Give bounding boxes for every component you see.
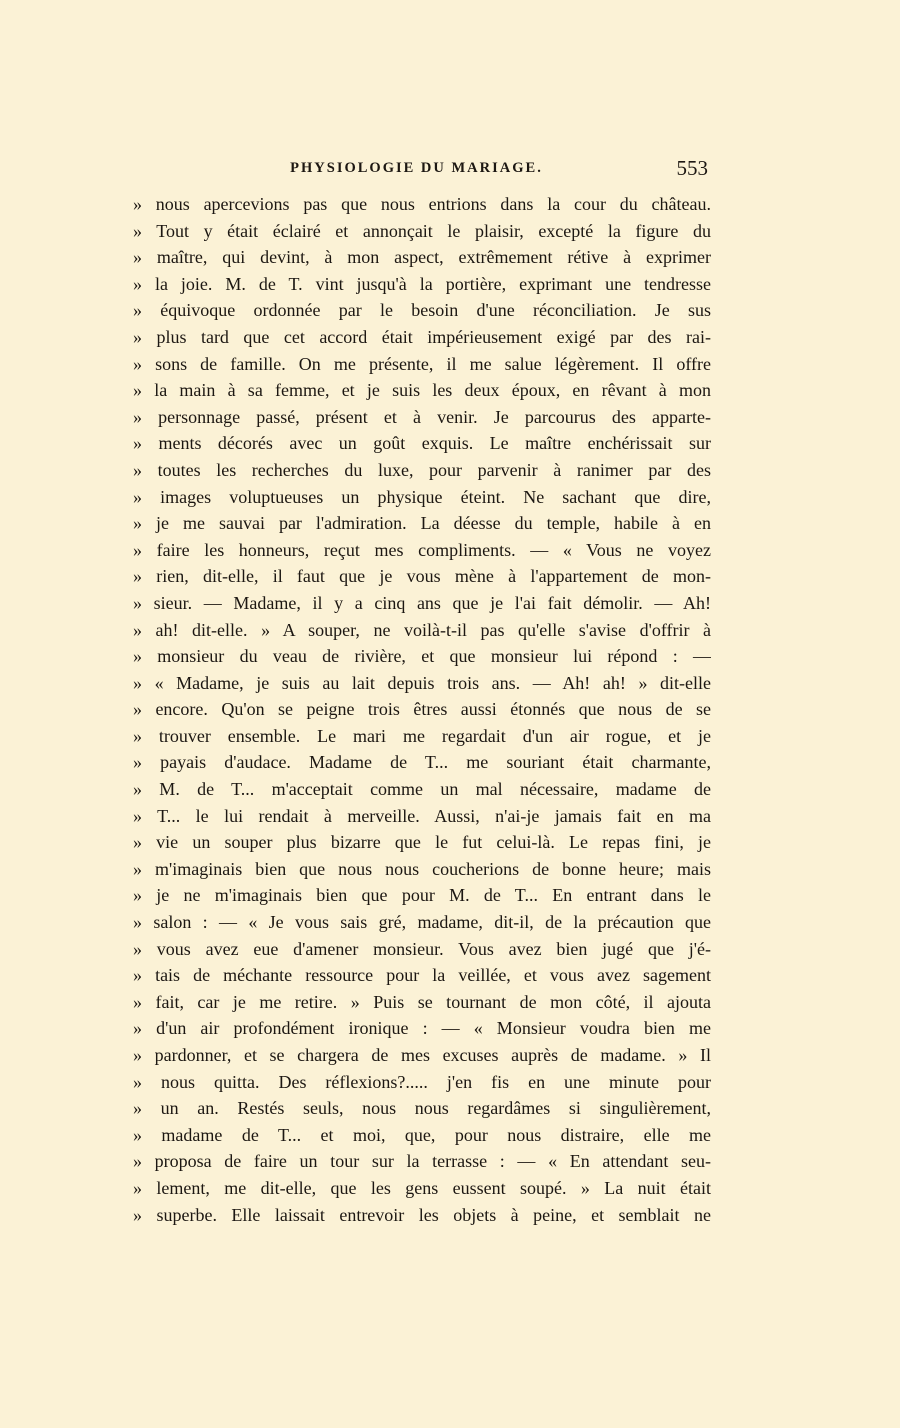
- text-line: » personnage passé, présent et à venir. Je parcourus des apparte-: [133, 406, 711, 427]
- text-line: » équivoque ordonnée par le besoin d'une réconciliation. Je sus: [133, 300, 711, 321]
- text-line: » superbe. Elle laissait entrevoir les objets à peine, et semblait ne: [133, 1204, 711, 1225]
- text-line: » sieur. — Madame, il y a cinq ans que je l'ai fait démolir. — Ah!: [133, 592, 711, 613]
- text-line: » fait, car je me retire. » Puis se tournant de mon côté, il ajouta: [133, 991, 711, 1012]
- text-line: » T... le lui rendait à merveille. Aussi, n'ai-je jamais fait en ma: [133, 805, 711, 826]
- text-line: » je ne m'imaginais bien que pour M. de T... En entrant dans le: [133, 885, 711, 906]
- text-line: » proposa de faire un tour sur la terrasse : — « En attendant seu-: [133, 1151, 711, 1172]
- text-line: » je me sauvai par l'admiration. La déesse du temple, habile à en: [133, 513, 711, 534]
- text-line: » images voluptueuses un physique éteint. Ne sachant que dire,: [133, 486, 711, 507]
- text-line: » m'imaginais bien que nous nous coucherions de bonne heure; mais: [133, 858, 711, 879]
- text-line: » trouver ensemble. Le mari me regardait d'un air rogue, et je: [133, 725, 711, 746]
- page-number: 553: [676, 156, 708, 180]
- text-line: » lement, me dit-elle, que les gens eussent soupé. » La nuit était: [133, 1177, 711, 1198]
- text-line: » un an. Restés seuls, nous nous regardâmes si singulièrement,: [133, 1098, 711, 1119]
- text-line: » la main à sa femme, et je suis les deux époux, en rêvant à mon: [133, 380, 711, 401]
- text-line: » pardonner, et se chargera de mes excuses auprès de madame. » Il: [133, 1045, 711, 1065]
- page-header: [133, 156, 710, 182]
- text-line: » payais d'audace. Madame de T... me souriant était charmante,: [133, 752, 711, 773]
- text-line: » toutes les recherches du luxe, pour parvenir à ranimer par des: [133, 459, 711, 480]
- running-title: PHYSIOLOGIE DU MARIAGE.: [290, 160, 543, 176]
- text-line: » nous quitta. Des réflexions?..... j'en fis en une minute pour: [133, 1071, 711, 1092]
- text-line: » vie un souper plus bizarre que le fut celui-là. Le repas fini, je: [133, 832, 711, 853]
- body-text: [133, 191, 711, 1228]
- text-line: » Tout y était éclairé et annonçait le plaisir, excepté la figure du: [133, 220, 711, 241]
- text-line: » d'un air profondément ironique : — « Monsieur voudra bien me: [133, 1018, 711, 1039]
- text-line: » ah! dit-elle. » A souper, ne voilà-t-il pas qu'elle s'avise d'offrir à: [133, 619, 711, 640]
- text-line: » vous avez eue d'amener monsieur. Vous avez bien jugé que j'é-: [133, 938, 711, 959]
- text-line: » « Madame, je suis au lait depuis trois ans. — Ah! ah! » dit-elle: [133, 672, 711, 693]
- text-line: » rien, dit-elle, il faut que je vous mène à l'appartement de mon-: [133, 566, 711, 587]
- text-line: » tais de méchante ressource pour la veillée, et vous avez sagement: [133, 965, 711, 986]
- text-line: » nous apercevions pas que nous entrions dans la cour du château.: [133, 194, 711, 214]
- text-line: » madame de T... et moi, que, pour nous distraire, elle me: [133, 1124, 711, 1145]
- text-line: » plus tard que cet accord était impérieusement exigé par des rai-: [133, 326, 711, 347]
- text-line: » ments décorés avec un goût exquis. Le maître enchérissait sur: [133, 433, 711, 454]
- text-line: » sons de famille. On me présente, il me salue légèrement. Il offre: [133, 353, 711, 374]
- text-line: » monsieur du veau de rivière, et que monsieur lui répond : —: [133, 646, 711, 667]
- text-line: » maître, qui devint, à mon aspect, extrêmement rétive à exprimer: [133, 247, 711, 268]
- text-line: » faire les honneurs, reçut mes compliments. — « Vous ne voyez: [133, 539, 711, 560]
- text-line: » encore. Qu'on se peigne trois êtres aussi étonnés que nous de se: [133, 699, 711, 720]
- text-line: » M. de T... m'acceptait comme un mal nécessaire, madame de: [133, 779, 711, 800]
- text-line: » la joie. M. de T. vint jusqu'à la portière, exprimant une tendresse: [133, 273, 711, 294]
- text-line: » salon : — « Je vous sais gré, madame, dit-il, de la précaution que: [133, 912, 711, 933]
